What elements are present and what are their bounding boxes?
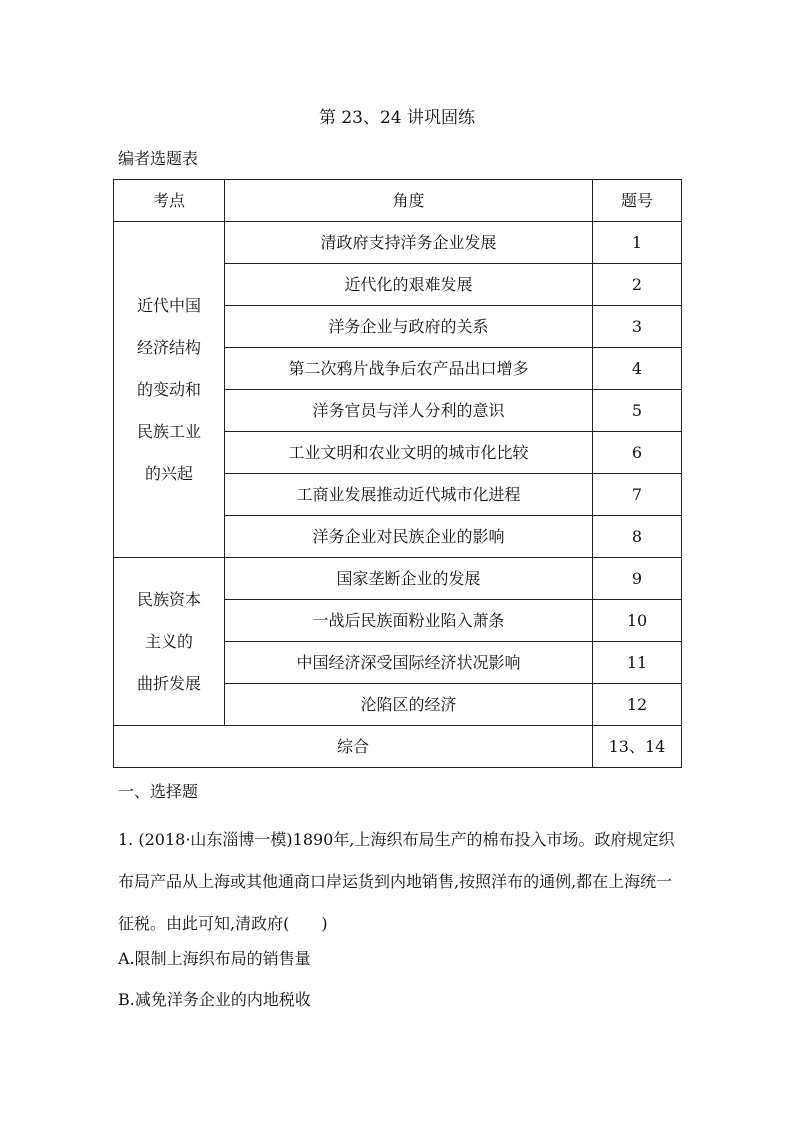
number-cell: 11 [593,642,682,684]
number-cell: 2 [593,264,682,306]
number-cell: 8 [593,516,682,558]
angle-cell: 沦陷区的经济 [225,684,593,726]
page-title: 第 23、24 讲巩固练 [318,108,476,128]
angle-cell: 工商业发展推动近代城市化进程 [225,474,593,516]
option-a[interactable]: A.限制上海织布局的销售量 [118,949,311,968]
summary-number: 13、14 [593,726,682,768]
option-b[interactable]: B.减免洋务企业的内地税收 [118,990,311,1009]
topic-cell-group-2 [114,558,225,726]
topic-cell-group-1 [114,222,225,558]
number-cell: 3 [593,306,682,348]
question-stem: 1. (2018·山东淄博一模)1890年,上海织布局生产的棉布投入市场。政府规定织布局产品从上海或其他通商口岸运货到内地销售,按照洋布的通例,都在上海统一征税。由此可知,清政府( ) [118,830,675,933]
table-row [114,558,682,600]
angle-cell: 洋务企业与政府的关系 [225,306,593,348]
topic-line: 民族资本 [136,589,201,609]
angle-cell: 中国经济深受国际经济状况影响 [225,642,593,684]
angle-cell: 工业文明和农业文明的城市化比较 [225,432,593,474]
angle-cell: 一战后民族面粉业陷入萧条 [225,600,593,642]
header-topic: 考点 [114,180,225,222]
selection-table [113,179,682,768]
question-1 [118,819,688,945]
topic-line: 经济结构 [136,337,201,357]
number-cell: 1 [593,222,682,264]
section-heading: 一、选择题 [118,782,199,801]
table-row [114,222,682,264]
topic-line: 民族工业 [136,421,201,441]
angle-cell: 国家垄断企业的发展 [225,558,593,600]
number-cell: 5 [593,390,682,432]
table-caption: 编者选题表 [118,149,199,168]
table-header-row [114,180,682,222]
topic-line: 的变动和 [136,379,201,399]
number-cell: 7 [593,474,682,516]
header-angle: 角度 [225,180,593,222]
summary-row [114,726,682,768]
number-cell: 9 [593,558,682,600]
topic-line: 曲折发展 [136,673,201,693]
topic-line: 近代中国 [136,295,201,315]
number-cell: 10 [593,600,682,642]
angle-cell: 洋务企业对民族企业的影响 [225,516,593,558]
angle-cell: 清政府支持洋务企业发展 [225,222,593,264]
topic-line: 的兴起 [144,463,193,483]
angle-cell: 近代化的艰难发展 [225,264,593,306]
topic-line: 主义的 [144,631,193,651]
header-number: 题号 [593,180,682,222]
number-cell: 6 [593,432,682,474]
angle-cell: 第二次鸦片战争后农产品出口增多 [225,348,593,390]
angle-cell: 洋务官员与洋人分利的意识 [225,390,593,432]
number-cell: 12 [593,684,682,726]
number-cell: 4 [593,348,682,390]
summary-label: 综合 [114,726,593,768]
